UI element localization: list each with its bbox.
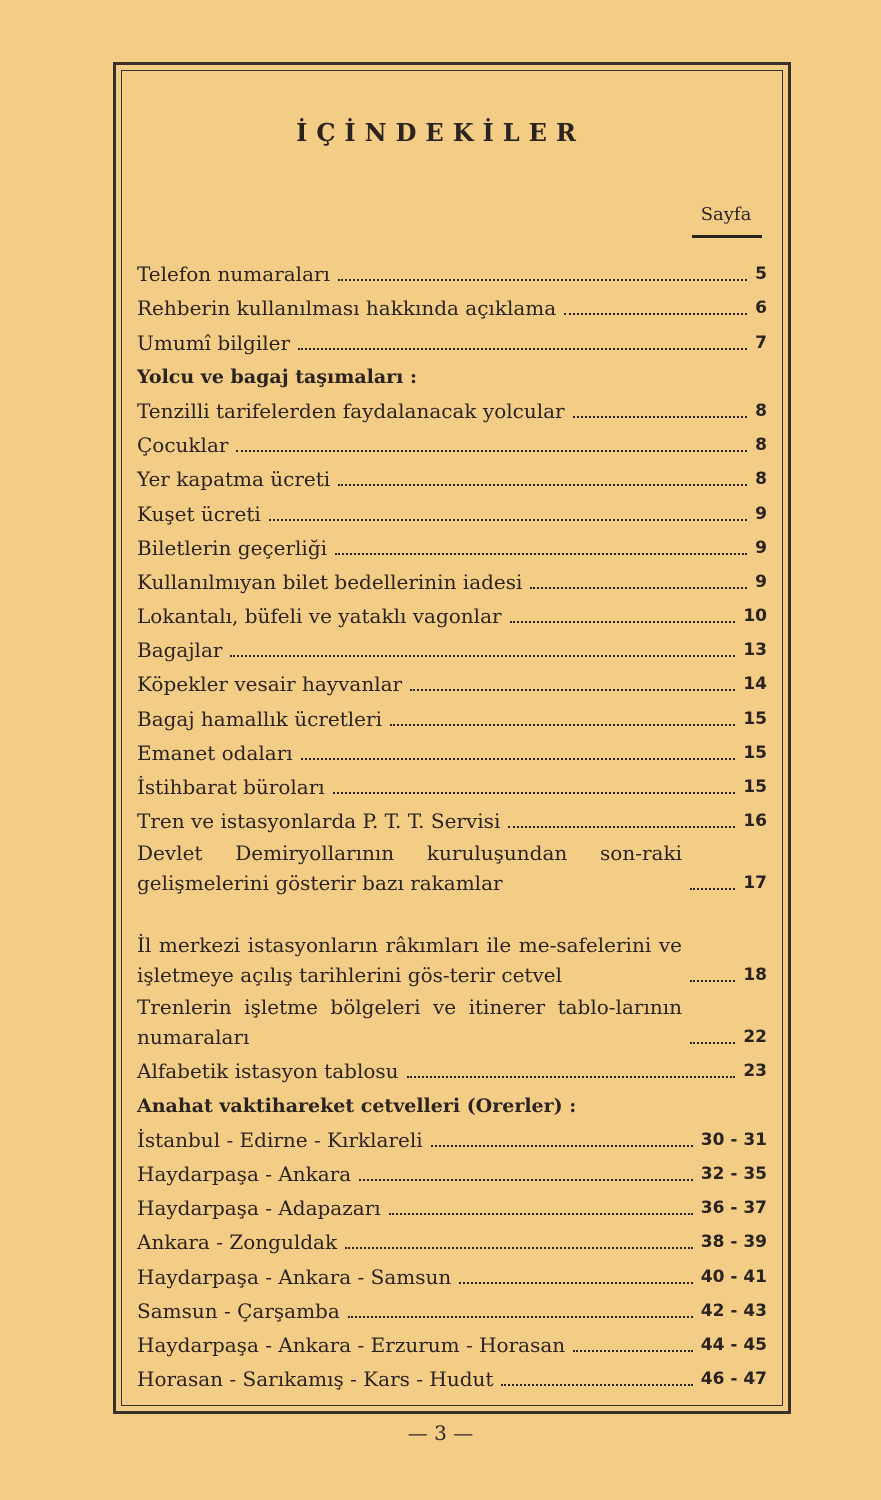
toc-entry-label: Tren ve istasyonlarda P. T. T. Servisi bbox=[137, 809, 501, 834]
toc-entry bbox=[137, 802, 767, 836]
toc-entry-page: 17 bbox=[743, 873, 767, 894]
toc-entry bbox=[137, 563, 767, 597]
toc-entry-page: 44 - 45 bbox=[700, 1334, 767, 1355]
toc-entry-page: 8 bbox=[755, 400, 767, 421]
toc-entry-label: Tenzilli tarifelerden faydalanacak yolcular bbox=[137, 398, 565, 423]
toc-entry-label: Bagajlar bbox=[137, 638, 223, 663]
page-column-header: Sayfa bbox=[700, 204, 752, 225]
toc-entry bbox=[137, 1223, 767, 1257]
dot-leader bbox=[431, 1145, 693, 1147]
toc-entry bbox=[137, 734, 767, 768]
toc-group-general bbox=[137, 255, 767, 358]
page-number: — 3 — bbox=[407, 1421, 474, 1445]
toc-entry-page: 7 bbox=[755, 332, 767, 353]
toc-entry bbox=[137, 1189, 767, 1223]
dot-leader bbox=[690, 1042, 735, 1044]
toc-entry bbox=[137, 836, 767, 898]
toc-entry bbox=[137, 898, 767, 990]
toc-entry bbox=[137, 990, 767, 1052]
toc-entry-page: 8 bbox=[755, 469, 767, 490]
dot-leader bbox=[690, 888, 735, 890]
toc-entry-label: Biletlerin geçerliği bbox=[137, 535, 328, 560]
dot-leader bbox=[573, 416, 748, 418]
dot-leader bbox=[407, 1076, 736, 1078]
dot-leader bbox=[333, 792, 736, 794]
toc-entry-page: 30 - 31 bbox=[700, 1129, 767, 1150]
toc-entry-label: Haydarpaşa - Ankara - Erzurum - Horasan bbox=[137, 1332, 566, 1357]
toc-entry-label: İstihbarat büroları bbox=[137, 775, 325, 799]
toc-entry bbox=[137, 529, 767, 563]
toc-entry bbox=[137, 597, 767, 631]
toc-entry-label: Alfabetik istasyon tablosu bbox=[137, 1059, 399, 1084]
toc-entry bbox=[137, 1326, 767, 1360]
toc-entry bbox=[137, 1155, 767, 1189]
toc-entry-label: Horasan - Sarıkamış - Kars - Hudut bbox=[137, 1367, 494, 1392]
toc-entry-label: Kuşet ücreti bbox=[137, 501, 261, 526]
toc-entry-page: 9 bbox=[755, 537, 767, 558]
toc-entry-page: 13 bbox=[743, 640, 767, 661]
toc-entry bbox=[137, 768, 767, 802]
section-heading-passenger-baggage: Yolcu ve bagaj taşımaları : bbox=[137, 365, 418, 388]
toc-entry-label: Lokantalı, büfeli ve yataklı vagonlar bbox=[137, 604, 502, 629]
dot-leader bbox=[348, 1316, 693, 1318]
toc-entry bbox=[137, 665, 767, 699]
dot-leader bbox=[359, 1179, 693, 1181]
toc-entry-page: 18 bbox=[743, 965, 767, 986]
toc-group-timetables bbox=[137, 1121, 767, 1395]
dot-leader bbox=[690, 980, 735, 982]
dot-leader bbox=[459, 1282, 693, 1284]
toc-entry-page: 36 - 37 bbox=[700, 1198, 767, 1219]
dot-leader bbox=[338, 279, 747, 281]
toc-entry bbox=[137, 255, 767, 289]
toc-entry-label: Kullanılmıyan bilet bedellerinin iadesi bbox=[137, 569, 523, 594]
dot-leader bbox=[236, 450, 747, 452]
toc-entry bbox=[137, 1292, 767, 1326]
toc-entry bbox=[137, 1121, 767, 1155]
dot-leader bbox=[564, 313, 747, 315]
toc-entry-page: 15 bbox=[743, 708, 767, 729]
toc-entry-label: Ankara - Zonguldak bbox=[137, 1230, 338, 1255]
dot-leader bbox=[269, 519, 747, 521]
dot-leader bbox=[298, 348, 747, 350]
toc-entry-page: 5 bbox=[755, 264, 767, 285]
dot-leader bbox=[335, 553, 747, 555]
toc-entry-label: Çocuklar bbox=[137, 433, 229, 458]
toc-entry-page: 46 - 47 bbox=[700, 1369, 767, 1390]
toc-entry-label: Samsun - Çarşamba bbox=[137, 1298, 340, 1323]
dot-leader bbox=[510, 621, 736, 623]
toc-entry-label: Haydarpaşa - Ankara bbox=[137, 1161, 352, 1186]
toc-entry-page: 23 bbox=[743, 1061, 767, 1082]
toc-entry bbox=[137, 699, 767, 733]
toc-entry-page: 14 bbox=[743, 674, 767, 695]
toc-entry-page: 10 bbox=[743, 606, 767, 627]
dot-leader bbox=[530, 587, 747, 589]
section-heading-timetables: Anahat vaktihareket cetvelleri (Orerler) : bbox=[137, 1094, 577, 1117]
toc-entry-label: Umumî bilgiler bbox=[137, 330, 291, 355]
toc-entry-page: 9 bbox=[755, 571, 767, 592]
toc-entry-label: Bagaj hamallık ücretleri bbox=[137, 706, 382, 731]
toc-entry-page: 15 bbox=[743, 742, 767, 763]
toc-entry-page: 40 - 41 bbox=[700, 1266, 767, 1287]
table-of-contents bbox=[137, 255, 767, 1394]
toc-group-passenger bbox=[137, 392, 767, 1087]
dot-leader bbox=[501, 1384, 692, 1386]
toc-entry-label: Rehberin kullanılması hakkında açıklama bbox=[137, 296, 557, 321]
toc-entry-page: 32 - 35 bbox=[700, 1163, 767, 1184]
toc-entry-page: 22 bbox=[743, 1027, 767, 1048]
toc-entry bbox=[137, 426, 767, 460]
dot-leader bbox=[338, 484, 747, 486]
toc-entry-label: Haydarpaşa - Ankara - Samsun bbox=[137, 1264, 452, 1289]
toc-entry-label: Haydarpaşa - Adapazarı bbox=[137, 1196, 381, 1221]
dot-leader bbox=[301, 758, 736, 760]
toc-entry-label: Yer kapatma ücreti bbox=[137, 467, 331, 492]
toc-entry-page: 15 bbox=[743, 777, 767, 797]
toc-entry bbox=[137, 494, 767, 528]
toc-entry-label: Telefon numaraları bbox=[137, 262, 330, 287]
toc-entry bbox=[137, 1360, 767, 1394]
toc-entry bbox=[137, 392, 767, 426]
page-column-rule bbox=[692, 235, 762, 238]
toc-entry-page: 38 - 39 bbox=[700, 1232, 767, 1253]
toc-entry-label: İl merkezi istasyonların râkımları ile me-safelerini ve işletmeye açılış tarihlerini gös-terir cetvel bbox=[137, 933, 682, 988]
page-title: İÇİNDEKİLER bbox=[296, 118, 585, 147]
toc-entry-label: Emanet odaları bbox=[137, 740, 293, 765]
toc-entry-page: 42 - 43 bbox=[700, 1300, 767, 1321]
toc-entry bbox=[137, 1257, 767, 1291]
toc-entry-label: Devlet Demiryollarının kuruluşundan son-raki gelişmelerini gösterir bazı rakamlar bbox=[137, 841, 682, 896]
toc-entry-label: Trenlerin işletme bölgeleri ve itinerer tablo-larının numaraları bbox=[137, 995, 682, 1050]
dot-leader bbox=[410, 689, 735, 691]
dot-leader bbox=[389, 1213, 693, 1215]
toc-entry-label: Köpekler vesair hayvanlar bbox=[137, 672, 403, 697]
toc-entry-label: İstanbul - Edirne - Kırklareli bbox=[137, 1127, 423, 1152]
dot-leader bbox=[345, 1247, 693, 1249]
toc-entry bbox=[137, 323, 767, 357]
toc-entry bbox=[137, 631, 767, 665]
toc-entry-page: 6 bbox=[755, 298, 767, 319]
dot-leader bbox=[573, 1350, 693, 1352]
toc-entry-page: 8 bbox=[755, 435, 767, 456]
toc-entry bbox=[137, 460, 767, 494]
toc-entry-page: 16 bbox=[743, 811, 767, 832]
toc-entry bbox=[137, 1052, 767, 1086]
toc-entry bbox=[137, 289, 767, 323]
toc-entry-page: 9 bbox=[755, 503, 767, 524]
dot-leader bbox=[230, 655, 735, 657]
dot-leader bbox=[390, 724, 735, 726]
dot-leader bbox=[508, 826, 735, 828]
